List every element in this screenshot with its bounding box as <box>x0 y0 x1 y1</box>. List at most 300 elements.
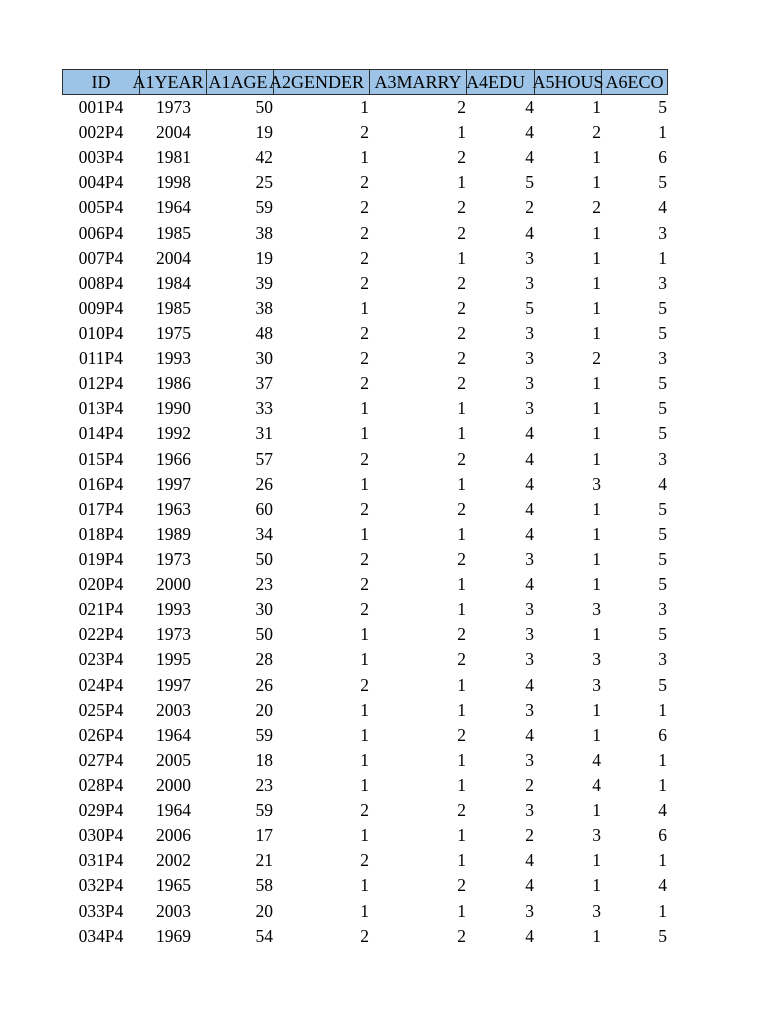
table-row <box>62 798 668 823</box>
cell-a4edu: 3 <box>525 348 534 369</box>
cell-id: 010P4 <box>78 323 124 344</box>
cell-a1age: 59 <box>255 724 273 745</box>
data-table <box>62 69 668 949</box>
cell-a5hous: 1 <box>592 800 601 821</box>
cell-a1age: 59 <box>255 197 273 218</box>
cell-a1age: 37 <box>255 373 273 394</box>
cell-a4edu: 3 <box>525 900 534 921</box>
cell-a1age: 19 <box>255 122 273 143</box>
cell-a6eco: 5 <box>658 172 667 193</box>
cell-a6eco: 1 <box>658 699 667 720</box>
header-row <box>62 69 668 95</box>
cell-a3marry: 1 <box>457 599 466 620</box>
cell-a5hous: 1 <box>592 323 601 344</box>
cell-a2gender: 2 <box>360 197 369 218</box>
cell-a1year: 2004 <box>156 247 191 268</box>
cell-a3marry: 2 <box>457 448 466 469</box>
cell-a4edu: 3 <box>525 323 534 344</box>
cell-a3marry: 1 <box>457 749 466 770</box>
cell-a3marry: 2 <box>457 272 466 293</box>
cell-a2gender: 1 <box>360 297 369 318</box>
table-row <box>62 647 668 672</box>
cell-a5hous: 1 <box>592 147 601 168</box>
cell-id: 022P4 <box>78 624 124 645</box>
cell-a1age: 18 <box>255 749 273 770</box>
cell-a5hous: 4 <box>592 775 601 795</box>
cell-a1year: 1993 <box>156 599 191 620</box>
cell-a5hous: 1 <box>592 523 601 544</box>
table-row <box>62 572 668 597</box>
cell-a1year: 2000 <box>156 574 191 595</box>
table-row <box>62 421 668 446</box>
cell-a4edu: 3 <box>525 247 534 268</box>
cell-a2gender: 1 <box>360 423 369 444</box>
table-body <box>62 95 668 949</box>
cell-id: 006P4 <box>78 222 124 243</box>
cell-a6eco: 3 <box>658 222 667 243</box>
cell-a5hous: 1 <box>592 850 601 871</box>
cell-a6eco: 1 <box>658 247 667 268</box>
cell-a3marry: 1 <box>457 122 466 143</box>
cell-a6eco: 5 <box>658 423 667 444</box>
cell-a4edu: 2 <box>525 825 534 846</box>
cell-a4edu: 4 <box>525 574 534 595</box>
cell-a1year: 1964 <box>156 197 191 218</box>
cell-a4edu: 3 <box>525 272 534 293</box>
cell-a4edu: 3 <box>525 549 534 570</box>
cell-id: 014P4 <box>78 423 124 444</box>
table-row <box>62 873 668 898</box>
table-row <box>62 447 668 472</box>
cell-a1age: 20 <box>255 699 273 720</box>
cell-a6eco: 1 <box>658 775 667 795</box>
cell-id: 009P4 <box>78 297 124 318</box>
cell-a1year: 1989 <box>156 523 191 544</box>
cell-a1age: 50 <box>255 624 273 645</box>
cell-a1year: 2003 <box>156 900 191 921</box>
cell-a2gender: 2 <box>360 373 369 394</box>
table-row <box>62 748 668 773</box>
cell-a1age: 59 <box>255 800 273 821</box>
cell-a5hous: 1 <box>592 297 601 318</box>
cell-a1year: 1963 <box>156 498 191 519</box>
cell-a1year: 2004 <box>156 122 191 143</box>
cell-a3marry: 1 <box>457 900 466 921</box>
cell-a5hous: 1 <box>592 373 601 394</box>
cell-id: 019P4 <box>78 549 124 570</box>
table-row <box>62 547 668 572</box>
cell-a4edu: 3 <box>525 649 534 670</box>
cell-a3marry: 2 <box>457 925 466 946</box>
cell-a1age: 42 <box>255 147 273 168</box>
cell-a2gender: 1 <box>360 749 369 770</box>
cell-a6eco: 3 <box>658 448 667 469</box>
cell-id: 003P4 <box>78 147 124 168</box>
cell-a2gender: 1 <box>360 825 369 846</box>
cell-a1age: 31 <box>255 423 273 444</box>
cell-a1year: 1973 <box>156 97 191 118</box>
cell-id: 033P4 <box>78 900 124 921</box>
table-row <box>62 773 668 798</box>
cell-a1age: 17 <box>255 825 273 846</box>
cell-id: 031P4 <box>78 850 124 871</box>
cell-a6eco: 3 <box>658 348 667 369</box>
cell-a4edu: 4 <box>525 97 534 118</box>
cell-a1age: 48 <box>255 323 273 344</box>
cell-a3marry: 1 <box>457 699 466 720</box>
cell-a6eco: 5 <box>658 498 667 519</box>
cell-a2gender: 1 <box>360 875 369 896</box>
cell-a3marry: 2 <box>457 197 466 218</box>
cell-a4edu: 4 <box>525 724 534 745</box>
cell-a6eco: 5 <box>658 574 667 595</box>
cell-a2gender: 2 <box>360 247 369 268</box>
cell-a1age: 20 <box>255 900 273 921</box>
cell-a3marry: 1 <box>457 523 466 544</box>
cell-a1year: 1973 <box>156 549 191 570</box>
cell-a1age: 60 <box>255 498 273 519</box>
cell-a2gender: 1 <box>360 624 369 645</box>
cell-a6eco: 6 <box>658 147 667 168</box>
cell-a4edu: 5 <box>525 297 534 318</box>
cell-a3marry: 2 <box>457 348 466 369</box>
cell-a5hous: 4 <box>592 749 601 770</box>
table-row <box>62 271 668 296</box>
cell-a5hous: 1 <box>592 222 601 243</box>
cell-a2gender: 2 <box>360 674 369 695</box>
cell-a1age: 33 <box>255 398 273 419</box>
header-cell-id: ID <box>62 69 140 95</box>
cell-a3marry: 1 <box>457 473 466 494</box>
cell-a4edu: 3 <box>525 699 534 720</box>
cell-a1year: 1966 <box>156 448 191 469</box>
cell-a1age: 57 <box>255 448 273 469</box>
cell-a3marry: 2 <box>457 297 466 318</box>
cell-a2gender: 2 <box>360 348 369 369</box>
cell-id: 032P4 <box>78 875 124 896</box>
cell-a2gender: 1 <box>360 699 369 720</box>
cell-id: 005P4 <box>78 197 124 218</box>
cell-a1age: 50 <box>255 549 273 570</box>
cell-a1age: 21 <box>255 850 273 871</box>
cell-id: 017P4 <box>78 498 124 519</box>
cell-a4edu: 3 <box>525 599 534 620</box>
header-cell-a1age: A1AGE <box>207 69 274 95</box>
cell-id: 011P4 <box>78 348 124 369</box>
cell-a4edu: 4 <box>525 222 534 243</box>
cell-a4edu: 4 <box>525 423 534 444</box>
cell-id: 020P4 <box>78 574 124 595</box>
cell-a2gender: 2 <box>360 850 369 871</box>
cell-a1year: 2002 <box>156 850 191 871</box>
cell-a1year: 1990 <box>156 398 191 419</box>
cell-a6eco: 5 <box>658 297 667 318</box>
table-row <box>62 899 668 924</box>
cell-a1age: 28 <box>255 649 273 670</box>
table-row <box>62 296 668 321</box>
cell-id: 030P4 <box>78 825 124 846</box>
cell-a4edu: 4 <box>525 473 534 494</box>
cell-id: 018P4 <box>78 523 124 544</box>
cell-a2gender: 1 <box>360 900 369 921</box>
cell-a6eco: 5 <box>658 674 667 695</box>
cell-a6eco: 5 <box>658 373 667 394</box>
cell-a1age: 23 <box>255 574 273 595</box>
cell-a5hous: 1 <box>592 574 601 595</box>
cell-id: 024P4 <box>78 674 124 695</box>
cell-id: 007P4 <box>78 247 124 268</box>
cell-a5hous: 3 <box>592 473 601 494</box>
cell-a2gender: 2 <box>360 925 369 946</box>
cell-id: 004P4 <box>78 172 124 193</box>
cell-a6eco: 1 <box>658 900 667 921</box>
cell-a6eco: 4 <box>658 473 667 494</box>
cell-a1age: 26 <box>255 674 273 695</box>
cell-a2gender: 2 <box>360 222 369 243</box>
cell-a6eco: 3 <box>658 272 667 293</box>
cell-id: 025P4 <box>78 699 124 720</box>
cell-a3marry: 2 <box>457 373 466 394</box>
cell-a1age: 34 <box>255 523 273 544</box>
table-row <box>62 145 668 170</box>
table-row <box>62 823 668 848</box>
cell-a6eco: 5 <box>658 523 667 544</box>
cell-a1age: 23 <box>255 775 273 795</box>
cell-a2gender: 1 <box>360 97 369 118</box>
cell-a1year: 1993 <box>156 348 191 369</box>
table-row <box>62 497 668 522</box>
cell-id: 012P4 <box>78 373 124 394</box>
cell-a5hous: 1 <box>592 875 601 896</box>
cell-a1year: 1997 <box>156 473 191 494</box>
cell-a1year: 2000 <box>156 775 191 795</box>
cell-a5hous: 1 <box>592 172 601 193</box>
table-row <box>62 698 668 723</box>
cell-a1year: 1964 <box>156 724 191 745</box>
cell-a5hous: 2 <box>592 197 601 218</box>
table-row <box>62 346 668 371</box>
cell-a5hous: 1 <box>592 272 601 293</box>
table-row <box>62 597 668 622</box>
cell-a4edu: 3 <box>525 749 534 770</box>
table-row <box>62 622 668 647</box>
cell-a4edu: 4 <box>525 674 534 695</box>
table-row <box>62 723 668 748</box>
header-cell-a3marry: A3MARRY <box>370 69 467 95</box>
cell-a1year: 1984 <box>156 272 191 293</box>
table-row <box>62 522 668 547</box>
cell-a1year: 1986 <box>156 373 191 394</box>
cell-a6eco: 1 <box>658 850 667 871</box>
cell-a1age: 30 <box>255 599 273 620</box>
cell-a5hous: 2 <box>592 348 601 369</box>
cell-a1age: 50 <box>255 97 273 118</box>
cell-a4edu: 2 <box>525 775 534 795</box>
cell-id: 001P4 <box>78 97 124 118</box>
cell-a6eco: 6 <box>658 825 667 846</box>
table-row <box>62 924 668 949</box>
cell-a5hous: 1 <box>592 624 601 645</box>
cell-id: 015P4 <box>78 448 124 469</box>
cell-a1age: 39 <box>255 272 273 293</box>
cell-a1year: 1992 <box>156 423 191 444</box>
table-row <box>62 848 668 873</box>
cell-a2gender: 2 <box>360 323 369 344</box>
cell-a4edu: 3 <box>525 624 534 645</box>
cell-a3marry: 2 <box>457 724 466 745</box>
cell-a6eco: 3 <box>658 599 667 620</box>
table-row <box>62 195 668 220</box>
cell-a6eco: 5 <box>658 398 667 419</box>
table-row <box>62 371 668 396</box>
cell-a4edu: 5 <box>525 172 534 193</box>
cell-a5hous: 1 <box>592 925 601 946</box>
cell-a5hous: 3 <box>592 599 601 620</box>
cell-a1age: 54 <box>255 925 273 946</box>
cell-a3marry: 1 <box>457 674 466 695</box>
cell-a1year: 2006 <box>156 825 191 846</box>
cell-a2gender: 1 <box>360 775 369 795</box>
cell-a5hous: 3 <box>592 649 601 670</box>
cell-a1age: 58 <box>255 875 273 896</box>
cell-a1year: 1981 <box>156 147 191 168</box>
cell-a5hous: 3 <box>592 825 601 846</box>
cell-a6eco: 4 <box>658 800 667 821</box>
cell-a3marry: 1 <box>457 398 466 419</box>
cell-a4edu: 4 <box>525 498 534 519</box>
cell-id: 034P4 <box>78 925 124 946</box>
table-row <box>62 170 668 195</box>
table-row <box>62 396 668 421</box>
cell-a2gender: 1 <box>360 724 369 745</box>
table-row <box>62 95 668 120</box>
cell-a1year: 2005 <box>156 749 191 770</box>
cell-a1year: 2003 <box>156 699 191 720</box>
header-cell-a2gender: A2GENDER <box>274 69 370 95</box>
cell-a1age: 26 <box>255 473 273 494</box>
cell-id: 026P4 <box>78 724 124 745</box>
cell-a4edu: 4 <box>525 875 534 896</box>
cell-a5hous: 1 <box>592 423 601 444</box>
cell-a3marry: 2 <box>457 147 466 168</box>
cell-a1age: 19 <box>255 247 273 268</box>
cell-id: 016P4 <box>78 473 124 494</box>
cell-a4edu: 3 <box>525 800 534 821</box>
cell-a3marry: 1 <box>457 574 466 595</box>
cell-a2gender: 1 <box>360 398 369 419</box>
cell-a6eco: 5 <box>658 97 667 118</box>
cell-a6eco: 4 <box>658 197 667 218</box>
cell-id: 027P4 <box>78 749 124 770</box>
cell-a3marry: 1 <box>457 247 466 268</box>
cell-a2gender: 1 <box>360 523 369 544</box>
cell-a1year: 1964 <box>156 800 191 821</box>
cell-id: 002P4 <box>78 122 124 143</box>
table-row <box>62 120 668 145</box>
cell-a5hous: 1 <box>592 247 601 268</box>
cell-a2gender: 2 <box>360 172 369 193</box>
cell-a6eco: 4 <box>658 875 667 896</box>
cell-a6eco: 5 <box>658 323 667 344</box>
table-row <box>62 246 668 271</box>
cell-id: 029P4 <box>78 800 124 821</box>
cell-a4edu: 4 <box>525 147 534 168</box>
cell-a5hous: 1 <box>592 448 601 469</box>
cell-a2gender: 2 <box>360 800 369 821</box>
cell-a1year: 1997 <box>156 674 191 695</box>
cell-a1year: 1995 <box>156 649 191 670</box>
cell-a3marry: 2 <box>457 498 466 519</box>
table-row <box>62 321 668 346</box>
cell-a3marry: 2 <box>457 549 466 570</box>
cell-a6eco: 5 <box>658 549 667 570</box>
cell-id: 028P4 <box>78 775 124 795</box>
cell-a2gender: 2 <box>360 549 369 570</box>
cell-a1year: 1975 <box>156 323 191 344</box>
cell-a6eco: 6 <box>658 724 667 745</box>
cell-a1year: 1998 <box>156 172 191 193</box>
cell-a1age: 38 <box>255 297 273 318</box>
cell-a2gender: 2 <box>360 448 369 469</box>
cell-a3marry: 2 <box>457 875 466 896</box>
cell-a6eco: 5 <box>658 624 667 645</box>
header-cell-a4edu: A4EDU <box>467 69 535 95</box>
cell-a1year: 1973 <box>156 624 191 645</box>
cell-a6eco: 5 <box>658 925 667 946</box>
cell-a5hous: 2 <box>592 122 601 143</box>
cell-a1year: 1985 <box>156 222 191 243</box>
cell-a4edu: 4 <box>525 850 534 871</box>
cell-a2gender: 2 <box>360 272 369 293</box>
cell-a3marry: 2 <box>457 624 466 645</box>
cell-a6eco: 1 <box>658 122 667 143</box>
cell-a3marry: 2 <box>457 222 466 243</box>
cell-id: 023P4 <box>78 649 124 670</box>
cell-a3marry: 1 <box>457 850 466 871</box>
cell-a3marry: 2 <box>457 323 466 344</box>
cell-a4edu: 4 <box>525 925 534 946</box>
cell-a5hous: 1 <box>592 97 601 118</box>
cell-a5hous: 1 <box>592 724 601 745</box>
header-cell-a6eco: A6ECO <box>602 69 668 95</box>
header-cell-a1year: A1YEAR <box>140 69 207 95</box>
cell-a1age: 30 <box>255 348 273 369</box>
cell-a5hous: 1 <box>592 398 601 419</box>
cell-a1age: 25 <box>255 172 273 193</box>
table-row <box>62 221 668 246</box>
cell-a1year: 1969 <box>156 925 191 946</box>
cell-a2gender: 2 <box>360 574 369 595</box>
cell-a6eco: 3 <box>658 649 667 670</box>
table-row <box>62 472 668 497</box>
cell-a2gender: 2 <box>360 122 369 143</box>
cell-a1age: 38 <box>255 222 273 243</box>
cell-a1year: 1985 <box>156 297 191 318</box>
cell-a4edu: 3 <box>525 373 534 394</box>
cell-a3marry: 1 <box>457 825 466 846</box>
cell-a3marry: 2 <box>457 97 466 118</box>
cell-a2gender: 1 <box>360 147 369 168</box>
cell-id: 021P4 <box>78 599 124 620</box>
cell-a3marry: 1 <box>457 423 466 444</box>
cell-a1year: 1965 <box>156 875 191 896</box>
cell-a5hous: 3 <box>592 674 601 695</box>
cell-a3marry: 1 <box>457 172 466 193</box>
header-cell-a5hous: A5HOUS <box>535 69 602 95</box>
table-row <box>62 673 668 698</box>
cell-a4edu: 4 <box>525 448 534 469</box>
cell-a2gender: 1 <box>360 473 369 494</box>
